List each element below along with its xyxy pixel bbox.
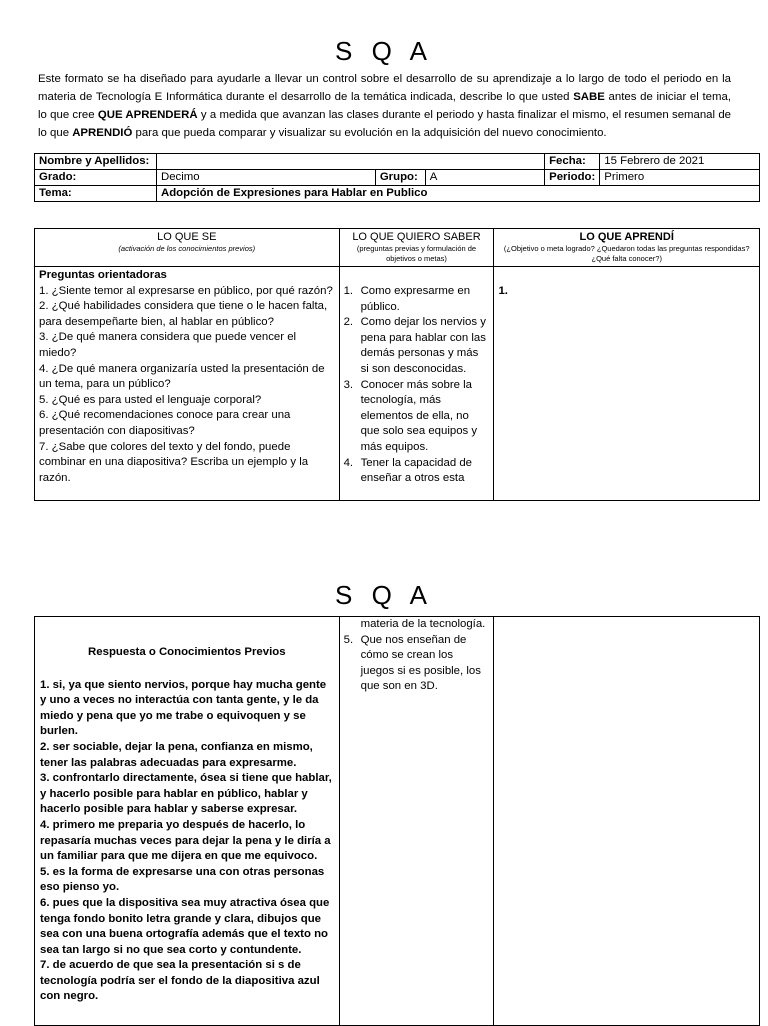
pregunta-item: 2. ¿Qué habilidades considera que tiene o le hacen falta, para desempeñarte bien, al hablar en público? — [39, 300, 328, 328]
pregunta-item: 4. ¿De qué manera organizaría usted la presentación de un tema, para un público? — [39, 362, 325, 391]
quiero-item — [344, 456, 490, 487]
intro-bold-aprendio: APRENDIÓ — [72, 127, 133, 139]
grupo-label: Grupo: — [375, 170, 425, 186]
item-number: 4. — [343, 456, 354, 469]
item-text: Como expresarme en público. — [360, 285, 471, 313]
pregunta-item: 5. ¿Qué es para usted el lenguaje corporal? — [39, 393, 262, 406]
info-row-nombre — [35, 154, 760, 170]
lo-que-quiero-saber-cell[interactable] — [339, 617, 494, 1026]
item-text: Como dejar los nervios y pena para hablar con las demás personas y más si son desconocidas. — [360, 316, 486, 375]
intro-text: y a medida que avanzan las clases durante el periodo y hasta finalizar el mismo, el resumen semanal de lo que — [38, 109, 732, 139]
respuesta-item: 6. pues que la dispositiva sea muy atractiva ósea que tenga fondo bonito letra grande y clara, dibujos que sea con una buena ortografía además que el texto no sea tan largo si no que sea corto y contundente. — [40, 896, 330, 956]
header-subtitle: (preguntas previas y formulación de objetivos o metas) — [356, 244, 477, 263]
fecha-field[interactable]: 15 Febrero de 2021 — [600, 154, 760, 170]
lo-que-se-cell[interactable] — [35, 617, 340, 1026]
intro-text: Este formato se ha diseñado para ayudarle a llevar un control sobre el desarrollo de su aprendizaje a lo largo de todo el periodo en la materia de Tecnología E Informática durante el desarrollo de la temática indicada, describe lo que usted — [38, 73, 731, 103]
header-lo-que-se — [35, 229, 340, 267]
intro-bold-aprendera: QUE APRENDERÁ — [97, 109, 198, 121]
sqa-table — [34, 228, 760, 501]
grado-label: Grado: — [35, 170, 157, 186]
header-title: LO QUE APRENDÍ — [579, 231, 674, 243]
tema-field[interactable]: Adopción de Expresiones para Hablar en Publico — [156, 186, 759, 202]
sqa-content-row — [35, 267, 760, 501]
pregunta-item: 7. ¿Sabe que colores del texto y del fondo, puede combinar en una diapositiva? Escriba un ejemplo y la razón. — [39, 440, 309, 484]
page-title: S Q A — [335, 36, 433, 66]
nombre-label: Nombre y Apellidos: — [35, 154, 157, 170]
periodo-field[interactable]: Primero — [600, 170, 760, 186]
student-info-table — [34, 153, 760, 202]
item-number: 1. — [343, 285, 354, 297]
respuesta-item: 4. primero me preparia yo después de hacerlo, lo repasaría muchas veces para dejar la pena y le diría a un familiar para que me dijera en que me equivoco. — [40, 818, 331, 863]
respuesta-title: Respuesta o Conocimientos Previos — [88, 646, 286, 658]
lo-que-aprendi-cell[interactable] — [494, 617, 760, 1026]
sqa-table-continued — [34, 616, 760, 1026]
pregunta-item: 3. ¿De qué manera considera que puede vencer el miedo? — [39, 331, 297, 359]
lo-que-quiero-saber-cell[interactable] — [339, 267, 494, 501]
periodo-label: Periodo: — [545, 170, 600, 186]
header-lo-que-quiero-saber — [339, 229, 494, 267]
preguntas-title: Preguntas orientadoras — [39, 269, 167, 281]
respuesta-item: 2. ser sociable, dejar la pena, confianza en mismo, tener las palabras adecuadas para expresarme. — [40, 740, 313, 769]
item-text: Tener la capacidad de enseñar a otros esta — [360, 456, 473, 485]
nombre-field[interactable] — [156, 154, 544, 170]
header-title: LO QUE QUIERO SABER — [352, 231, 481, 243]
quiero-item — [344, 315, 490, 377]
lo-que-se-cell[interactable] — [35, 267, 340, 501]
header-subtitle: (¿Objetivo o meta logrado? ¿Quedaron todas las preguntas respondidas? ¿Qué falta conocer?) — [503, 244, 750, 263]
tema-label: Tema: — [35, 186, 157, 202]
sqa-content-row — [35, 617, 760, 1026]
respuesta-item: 5. es la forma de expresarse una con otras personas eso pienso yo. — [40, 865, 325, 894]
fecha-label: Fecha: — [545, 154, 600, 170]
aprendi-item-number: 1. — [498, 285, 508, 297]
pregunta-item: 6. ¿Qué recomendaciones conoce para crear una presentación con diapositivas? — [39, 409, 291, 437]
grupo-field[interactable]: A — [425, 170, 544, 186]
sqa-header-row — [35, 229, 760, 267]
item-number: 5. — [343, 633, 354, 646]
grado-field[interactable]: Decimo — [156, 170, 375, 186]
info-row-grado — [35, 170, 760, 186]
item-number: 2. — [343, 316, 354, 329]
item-text: Que nos enseñan de cómo se crean los juegos si es posible, los que son en 3D. — [360, 633, 481, 693]
page-2 — [0, 560, 768, 1024]
info-row-tema — [35, 186, 760, 202]
intro-paragraph — [38, 70, 731, 142]
lo-que-aprendi-cell[interactable] — [494, 267, 760, 501]
respuesta-item: 3. confrontarlo directamente, ósea si tiene que hablar, y hacerlo posible para hablar en público, hablar y hacerlo posible para hablar y saberse expresar. — [40, 772, 332, 816]
page-title: S Q A — [335, 580, 433, 610]
item-text: Conocer más sobre la tecnología, más elementos de ella, no que solo sea equipos y más equipos. — [360, 378, 478, 453]
header-subtitle: (activación de los conocimientos previos) — [118, 244, 256, 253]
intro-bold-sabe: SABE — [573, 91, 605, 103]
quiero-item — [344, 284, 490, 315]
intro-text: antes de iniciar el tema, lo que cree — [38, 91, 731, 121]
quiero-item — [344, 378, 490, 456]
respuesta-item: 1. si, ya que siento nervios, porque hay mucha gente y uno a veces no interactúa con tanta gente, y le da miedo y pena que yo me trabe o equivoquen y se burlen. — [40, 678, 327, 738]
header-title: LO QUE SE — [157, 231, 217, 243]
pregunta-item: 1. ¿Siente temor al expresarse en público, por qué razón? — [39, 284, 333, 297]
item-text-continued: materia de la tecnología. — [360, 618, 486, 630]
respuesta-item: 7. de acuerdo de que sea la presentación si s de tecnología podría ser el fondo de la diapositiva azul con negro. — [40, 959, 320, 1003]
quiero-item — [344, 633, 490, 695]
intro-text: para que pueda comparar y visualizar su evolución en la adquisición del nuevo conocimiento. — [132, 127, 607, 139]
item-number: 3. — [343, 378, 354, 391]
header-lo-que-aprendi — [494, 229, 760, 267]
